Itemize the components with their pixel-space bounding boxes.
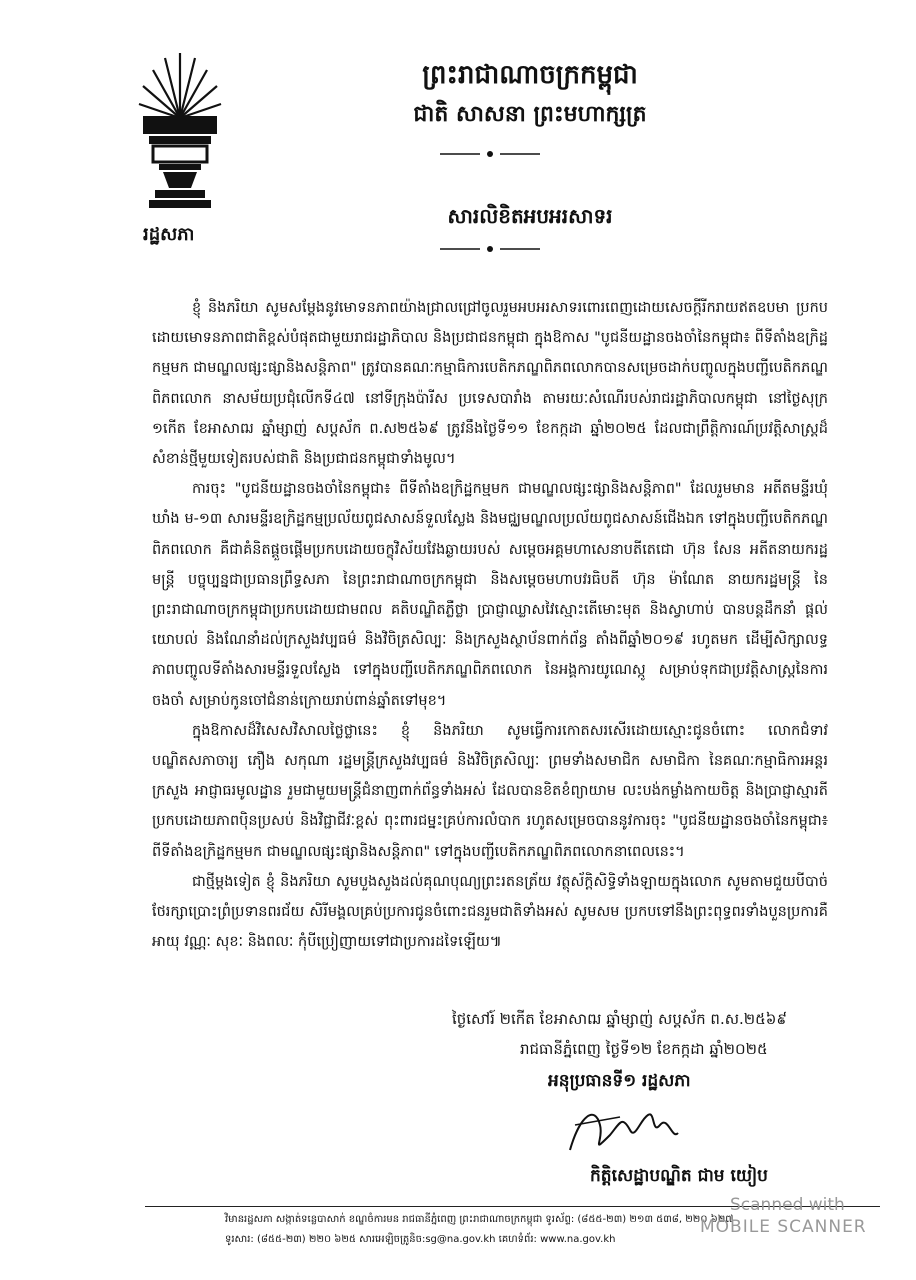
divider-ornament-icon: [440, 243, 540, 255]
signature-icon: [560, 1095, 690, 1165]
date-lunar: ថ្ងៃសៅរ៍ ២កើត ខែអាសាឍ ឆ្នាំម្សាញ់ សប្តស័ក ព.ស.២៥៦៩: [452, 1010, 787, 1028]
scanner-watermark-line2: MOBILE SCANNER: [700, 1217, 867, 1237]
national-assembly-emblem-icon: [135, 48, 225, 213]
signatory-title: អនុប្រធានទី១ រដ្ឋសភា: [548, 1071, 691, 1091]
paragraph: ខ្ញុំ និងភរិយា សូមសម្តែងនូវមោទនភាពយ៉ាងជ្រាលជ្រៅចូលរួមអបអរសាទរពោរពេញដោយសេចក្តីរីករាយឥតឧបមា ប្រកបដោយមោទនភាពជាតិខ្ពស់បំផុតជាមួយរាជរដ្ឋាភិបាល និងប្រជាជនកម្ពុជា ក្នុងឱកាស "បូជនីយដ្ឋានចងចាំនៃកម្ពុជា៖ ពីទីតាំងឧក្រិដ្ឋកម្មមក ជាមណ្ឌលផ្សះផ្សានិងសន្តិភាព" ត្រូវបានគណៈកម្មាធិការបេតិកភណ្ឌពិភពលោកបានសម្រេចដាក់បញ្ចូលក្នុងបញ្ជីបេតិកភណ្ឌពិភពលោក នាសម័យប្រជុំលើកទី៤៧ នៅទីក្រុងប៉ារីស ប្រទេសបារាំង តាមរយៈសំណើរបស់រាជរដ្ឋាភិបាលកម្ពុជា នៅថ្ងៃសុក្រ ១កើត ខែអាសាឍ ឆ្នាំម្សាញ់ សប្តស័ក ព.ស២៥៦៩ ត្រូវនឹងថ្ងៃទី១១ ខែកក្កដា ឆ្នាំ២០២៥ ដែលជាព្រឹត្តិការណ៍ប្រវត្តិសាស្ត្រដ៏សំខាន់ថ្មីមួយទៀតរបស់ជាតិ និងប្រជាជនកម្ពុជាទាំងមូល។: [152, 300, 828, 468]
national-motto: ជាតិ សាសនា ព្រះមហាក្សត្រ: [413, 102, 647, 127]
letter-body: [152, 293, 828, 957]
footer-contacts: ទូរសារ: (៨៥៥-២៣) ២២០ ៦២៥ សារអេឡិចត្រូនិច:sg@na.gov.kh គេហទំព័រ: www.na.gov.kh: [225, 1234, 616, 1245]
paragraph: ជាថ្មីម្តងទៀត ខ្ញុំ និងភរិយា សូមបួងសួងដល់គុណបុណ្យព្រះរតនត្រ័យ វត្ថុស័ក្តិសិទ្ធិទាំងឡាយក្នុងលោក សូមតាមជួយបីបាច់ថែរក្សាប្រោះព្រំប្រទានពរជ័យ សិរីមង្គលគ្រប់ប្រការជូនចំពោះជនរួមជាតិទាំងអស់ សូមសម ប្រកបទៅនឹងព្រះពុទ្ធពរទាំងបួនប្រការគឺ អាយុ វណ្ណៈ សុខៈ និងពលៈ កុំបីប្រៀញាយទៅជាប្រការដទៃឡើយ៕: [152, 873, 828, 951]
emblem-label: រដ្ឋសភា: [143, 224, 195, 245]
date-solar: រាជធានីភ្នំពេញ ថ្ងៃទី១២ ខែកក្កដា ឆ្នាំ២០២៥: [520, 1040, 768, 1058]
footer-address: វិមានរដ្ឋសភា សង្កាត់ទន្លេបាសាក់ ខណ្ឌចំការមន រាជធានីភ្នំពេញ ព្រះរាជាណាចក្រកម្ពុជា ទូរស័ព្ទ: (៨៥៥-២៣) ២១៣ ៥៣៨, ២២០ ៦២៧: [225, 1214, 734, 1225]
paragraph: ការចុះ "បូជនីយដ្ឋានចងចាំនៃកម្ពុជា៖ ពីទីតាំងឧក្រិដ្ឋកម្មមក ជាមណ្ឌលផ្សះផ្សានិងសន្តិភាព" ដែលរួមមាន អតីតមន្ទីរឃុំឃាំង ម-១៣ សារមន្ទីរឧក្រិដ្ឋកម្មប្រល័យពូជសាសន៍ទួលស្លែង និងមជ្ឈមណ្ឌលប្រល័យពូជសាសន៍ជើងឯក ទៅក្នុងបញ្ជីបេតិកភណ្ឌពិភពលោក គឺជាគំនិតផ្តួចផ្តើមប្រកបដោយចក្ខុវិស័យវែងឆ្ងាយរបស់ សម្តេចអគ្គមហាសេនាបតីតេជោ ហ៊ុន សែន អតីតនាយករដ្ឋមន្ត្រី បច្ចុប្បន្នជាប្រធានព្រឹទ្ធសភា នៃព្រះរាជាណាចក្រកម្ពុជា និងសម្តេចមហាបវរធិបតី ហ៊ុន ម៉ាណែត នាយករដ្ឋមន្ត្រី នៃព្រះរាជាណាចក្រកម្ពុជាប្រកបដោយជាមពល គតិបណ្ឌិតភ្លឺថ្លា ប្រាជ្ញាឈ្លាសវៃស្មោះតើមោះមុត និងស្វាហាប់ បានបន្តដឹកនាំ ផ្តល់យោបល់ និងណែនាំដល់ក្រសួងវប្បធម៌ និងវិចិត្រសិល្បៈ និងក្រសួងស្ថាប័នពាក់ព័ន្ធ តាំងពីឆ្នាំ២០១៩ រហូតមក ដើម្បីសិក្សាលទ្ធភាពបញ្ចូលទីតាំងសារមន្ទីរទួលស្លែង ទៅក្នុងបញ្ជីបេតិកភណ្ឌពិភពលោក នៃអង្គការយូណេស្កូ សម្រាប់ទុកជាប្រវត្តិសាស្ត្រនៃការចងចាំ សម្រាប់កូនចៅជំនាន់ក្រោយរាប់ពាន់ឆ្នាំតទៅមុខ។: [152, 481, 828, 709]
divider-ornament-icon: [440, 148, 540, 160]
signatory-name: កិត្តិសេដ្ឋាបណ្ឌិត ជាម យៀប: [590, 1166, 768, 1186]
paragraph: ក្នុងឱកាសដ៏វិសេសវិសាលថ្លៃថ្លានេះ ខ្ញុំ និងភរិយា សូមធ្វើការកោតសរសើរដោយស្មោះជូនចំពោះ លោកជំទាវបណ្ឌិតសភាចារ្យ ភឿង សកុណា រដ្ឋមន្ត្រីក្រសួងវប្បធម៌ និងវិចិត្រសិល្បៈ ព្រមទាំងសមាជិក សមាជិកា នៃគណៈកម្មាធិការអន្តរក្រសួង អាជ្ញាធរមូលដ្ឋាន រួមជាមួយមន្ត្រីជំនាញពាក់ព័ន្ធទាំងអស់ ដែលបានខិតខំព្យាយាម លះបង់កម្លាំងកាយចិត្ត និងប្រាជ្ញាស្មារតី ប្រកបដោយភាពប៉ិនប្រសប់ និងវិជ្ជាជីវៈខ្ពស់ ពុះពារជម្នះគ្រប់ការលំបាក រហូតសម្រេចបាននូវការចុះ "បូជនីយដ្ឋានចងចាំនៃកម្ពុជា៖ ពីទីតាំងឧក្រិដ្ឋកម្មមក ជាមណ្ឌលផ្សះផ្សានិងសន្តិភាព" ទៅក្នុងបញ្ជីបេតិកភណ្ឌពិភពលោកនាពេលនេះ។: [152, 722, 828, 860]
scanner-watermark-line1: Scanned with: [730, 1195, 845, 1215]
kingdom-heading: ព្រះរាជាណាចក្រកម្ពុជា: [422, 60, 638, 90]
letter-subject: សារលិខិតអបអរសាទរ: [447, 204, 613, 228]
